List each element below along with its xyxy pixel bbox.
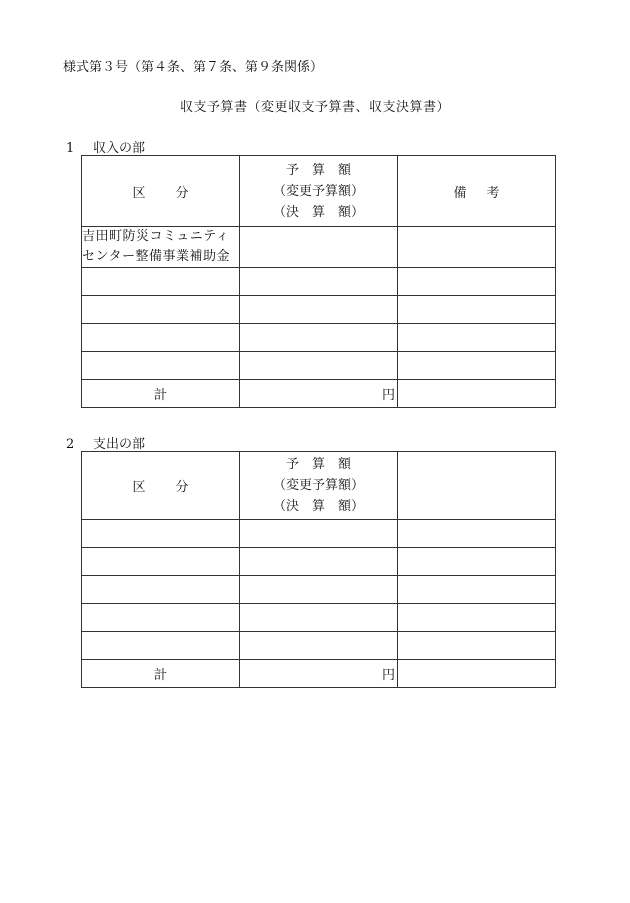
expense-yen-unit: 円 bbox=[381, 668, 395, 683]
expense-amount-header-line2: （変更予算額） bbox=[272, 478, 364, 493]
income-amount-cell[interactable] bbox=[240, 352, 398, 380]
form-number: 様式第３号（第４条、第７条、第９条関係） bbox=[63, 60, 324, 75]
income-remarks-header bbox=[398, 156, 556, 227]
income-section-heading bbox=[66, 137, 145, 156]
expense-amount-header bbox=[240, 452, 398, 520]
expense-amount-cell[interactable] bbox=[240, 520, 398, 548]
expense-section-number: 2 bbox=[66, 437, 75, 452]
income-category-cell[interactable] bbox=[82, 324, 240, 352]
expense-row bbox=[82, 632, 556, 660]
income-total-remarks[interactable] bbox=[398, 380, 556, 408]
expense-header-row bbox=[82, 452, 556, 520]
income-item-line1: 吉田町防災コミュニティ bbox=[82, 229, 230, 244]
expense-total-row bbox=[82, 660, 556, 688]
income-remarks-header-char1: 備 bbox=[453, 185, 467, 201]
income-category-header-char1: 区 bbox=[132, 185, 146, 201]
income-row bbox=[82, 268, 556, 296]
income-remarks-cell[interactable] bbox=[398, 227, 556, 268]
expense-category-cell[interactable] bbox=[82, 520, 240, 548]
income-amount-cell[interactable] bbox=[240, 296, 398, 324]
income-remarks-cell[interactable] bbox=[398, 296, 556, 324]
expense-row bbox=[82, 548, 556, 576]
income-total-amount[interactable] bbox=[240, 380, 398, 408]
expense-remarks-header bbox=[398, 452, 556, 520]
expense-remarks-cell[interactable] bbox=[398, 520, 556, 548]
expense-category-header-char1: 区 bbox=[132, 480, 146, 495]
expense-total-remarks[interactable] bbox=[398, 660, 556, 688]
income-row bbox=[82, 324, 556, 352]
expense-remarks-cell[interactable] bbox=[398, 548, 556, 576]
expense-category-cell[interactable] bbox=[82, 604, 240, 632]
expense-table bbox=[81, 451, 556, 688]
expense-category-cell[interactable] bbox=[82, 576, 240, 604]
income-row bbox=[82, 227, 556, 268]
expense-row bbox=[82, 576, 556, 604]
income-category-cell[interactable] bbox=[82, 352, 240, 380]
expense-category-header-char2: 分 bbox=[175, 480, 189, 495]
income-total-row bbox=[82, 380, 556, 408]
income-amount-header-line2: （変更予算額） bbox=[272, 183, 364, 199]
expense-section-heading bbox=[66, 433, 145, 452]
income-amount-cell[interactable] bbox=[240, 227, 398, 268]
expense-amount-header-line1: 予 算 額 bbox=[285, 457, 351, 472]
income-yen-unit: 円 bbox=[381, 388, 395, 403]
income-row bbox=[82, 352, 556, 380]
income-category-header bbox=[82, 156, 240, 227]
income-category-header-char2: 分 bbox=[175, 185, 189, 201]
document-title: 収支予算書（変更収支予算書、収支決算書） bbox=[179, 100, 450, 115]
expense-amount-cell[interactable] bbox=[240, 576, 398, 604]
expense-category-cell[interactable] bbox=[82, 632, 240, 660]
income-section-number: 1 bbox=[66, 141, 75, 156]
expense-amount-cell[interactable] bbox=[240, 548, 398, 576]
expense-amount-cell[interactable] bbox=[240, 632, 398, 660]
expense-remarks-cell[interactable] bbox=[398, 576, 556, 604]
income-section-title: 収入の部 bbox=[93, 141, 146, 156]
income-header-row bbox=[82, 156, 556, 227]
income-amount-header-line3: （決 算 額） bbox=[272, 204, 364, 220]
income-remarks-cell[interactable] bbox=[398, 268, 556, 296]
income-amount-header-line1: 予 算 額 bbox=[285, 162, 351, 178]
expense-category-cell[interactable] bbox=[82, 548, 240, 576]
income-amount-header bbox=[240, 156, 398, 227]
income-item-category bbox=[82, 227, 240, 268]
income-table bbox=[81, 155, 556, 408]
income-remarks-header-char2: 考 bbox=[486, 185, 500, 201]
income-row bbox=[82, 296, 556, 324]
income-amount-cell[interactable] bbox=[240, 268, 398, 296]
expense-category-header bbox=[82, 452, 240, 520]
income-category-cell[interactable] bbox=[82, 296, 240, 324]
income-amount-cell[interactable] bbox=[240, 324, 398, 352]
income-category-cell[interactable] bbox=[82, 268, 240, 296]
expense-row bbox=[82, 520, 556, 548]
expense-section-title: 支出の部 bbox=[93, 437, 146, 452]
expense-total-amount[interactable] bbox=[240, 660, 398, 688]
expense-total-label: 計 bbox=[82, 660, 240, 688]
income-remarks-cell[interactable] bbox=[398, 324, 556, 352]
income-item-line2: センター整備事業補助金 bbox=[82, 249, 230, 264]
income-remarks-cell[interactable] bbox=[398, 352, 556, 380]
expense-row bbox=[82, 604, 556, 632]
expense-amount-cell[interactable] bbox=[240, 604, 398, 632]
expense-amount-header-line3: （決 算 額） bbox=[272, 499, 364, 514]
expense-remarks-cell[interactable] bbox=[398, 604, 556, 632]
expense-remarks-cell[interactable] bbox=[398, 632, 556, 660]
income-total-label: 計 bbox=[82, 380, 240, 408]
